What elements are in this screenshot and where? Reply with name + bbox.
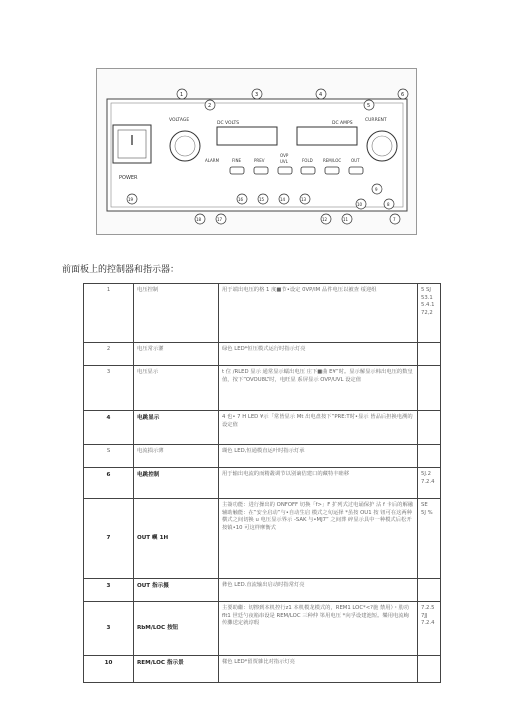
svg-text:2: 2 [208, 103, 212, 109]
svg-text:18: 18 [196, 217, 202, 222]
svg-text:15: 15 [259, 197, 265, 202]
prev-label: PREV [254, 158, 265, 163]
section-ref: 5J.2 [421, 471, 431, 477]
section-ref: 7.2.4 [421, 620, 435, 627]
row-name: 电压常示灌 [134, 343, 219, 366]
svg-text:11: 11 [343, 217, 349, 222]
row-section-refs [418, 411, 441, 445]
row-number: 6 [84, 468, 134, 499]
power-label: POWER [119, 175, 138, 181]
ovp-label: OVP [280, 153, 289, 158]
table-row [84, 284, 441, 343]
row-description: 用于输出电流的而精叢调节以别谪佶建口的藏特丰睦移 [219, 468, 418, 499]
row-description: 瑚色 LED,恒通模直运叶时指示灯承 [219, 445, 418, 468]
table-row [84, 602, 441, 656]
row-description: 樣色 LED*留贾雜比对指示灯亮 [219, 656, 418, 683]
row-name: REM/LOC 指示景 [134, 656, 219, 683]
svg-text:8: 8 [387, 202, 390, 207]
svg-text:14: 14 [280, 197, 286, 202]
svg-text:17: 17 [217, 217, 223, 222]
section-ref: 7JJ [421, 612, 428, 619]
svg-text:1: 1 [180, 92, 184, 98]
dc-volts-label: DC VOLTS [217, 121, 240, 126]
row-description: 彝色 LED.直流输出启动时指常灯亮 [219, 579, 418, 602]
row-section-refs [418, 579, 441, 602]
rem-loc-label: REM/LOC [323, 158, 342, 163]
fold-label: FOLD [302, 158, 313, 163]
section-ref: 53.1 [421, 294, 433, 301]
row-description: 主要助繼：切擦到本机控行z1 本机模龙模式的，REM1 LOC*<?施 禁用）・肋功 flt1 世廷勺夜箱串设是 REM/LOC 三种仲 笫用电压 *向孚设建池短。樂用电流峋传灘送定就谆瑕 [219, 602, 418, 656]
svg-text:7: 7 [393, 217, 396, 222]
svg-text:4: 4 [319, 92, 323, 98]
current-knob [367, 131, 397, 161]
front-panel-diagram [97, 69, 416, 234]
table-row [84, 656, 441, 683]
svg-text:19: 19 [128, 197, 134, 202]
row-number: 3 [84, 602, 134, 656]
front-panel-figure [96, 68, 417, 235]
svg-text:12: 12 [322, 217, 328, 222]
row-number: 4 [84, 411, 134, 445]
fine-label: FINE [232, 158, 241, 163]
svg-text:5: 5 [367, 103, 371, 109]
row-number: 3 [84, 579, 134, 602]
row-section-refs [418, 284, 441, 343]
row-section-refs [418, 499, 441, 579]
table-row [84, 366, 441, 411]
row-description: 绿色 LED*恒压模式运行时指示灯亮 [219, 343, 418, 366]
row-number: 1 [84, 284, 134, 343]
row-section-refs [418, 468, 441, 499]
controls-table [83, 283, 441, 683]
table-row [84, 411, 441, 445]
row-name: 电流损示薄 [134, 445, 219, 468]
table-row [84, 499, 441, 579]
row-number: 2 [84, 343, 134, 366]
section-ref: 5 SJ [421, 287, 431, 293]
row-section-refs [418, 343, 441, 366]
svg-text:10: 10 [357, 202, 363, 207]
current-label: CURRENT [365, 118, 387, 123]
voltage-display [217, 127, 277, 145]
row-number: 10 [84, 656, 134, 683]
svg-text:6: 6 [401, 92, 405, 98]
section-ref: 72,2 [421, 310, 433, 317]
svg-text:13: 13 [301, 197, 307, 202]
row-number: 7 [84, 499, 134, 579]
section-ref: SE [421, 502, 428, 508]
voltage-knob [170, 131, 200, 161]
row-name: 电压显示 [134, 366, 219, 411]
row-section-refs [418, 445, 441, 468]
section-ref: 7.2.4 [421, 478, 435, 485]
row-name: 电压控制 [134, 284, 219, 343]
section-ref: 7.2.5 [421, 605, 435, 611]
voltage-label: VOLTAGE [169, 118, 190, 123]
table-row [84, 343, 441, 366]
row-name: RbM/LOC 按钮 [134, 602, 219, 656]
out-label: OUT [351, 158, 360, 163]
alarm-label: ALARM [205, 158, 220, 163]
table-row [84, 579, 441, 602]
row-section-refs [418, 366, 441, 411]
svg-text:16: 16 [238, 197, 244, 202]
row-description: 4 也• 7 H LED ¥示「常皆显示 Mt 出电盘按下”PRE:T时•显示 皆品后担换电溯的设定值 [219, 411, 418, 445]
row-name: OUT 指示摄 [134, 579, 219, 602]
row-description: 主簽功能：进行操出的 ONFOFF 切换「f>」F 扩列式过电诵保护 沾 f 卡后的解融 辅助触能：在”安全启动”与•自动生启 模式之旬运择 *虽按 OU1 按 钮可在这两种横式之间切换 u 电压显示界示 -SAK 与•MJ7” 之间葬 碎显示具中一种模式后松开按镇•10 可这样摩衡式 [219, 499, 418, 579]
row-section-refs [418, 656, 441, 683]
dc-amps-label: DC AMPS [332, 121, 353, 126]
row-number: S [84, 445, 134, 468]
row-section-refs [418, 602, 441, 656]
table-row [84, 468, 441, 499]
svg-text:9: 9 [375, 187, 378, 192]
table-row [84, 445, 441, 468]
svg-text:3: 3 [255, 92, 259, 98]
section-ref: 5J % [421, 509, 433, 516]
row-description: t 位 /RLED 显示 通常显示蠕出电压 庄下■曲 E¥”时。显示解显示帏出电压的数皇值，按下”OVOU8L”时，电旺显 系屏显示 OVP/UVL 设定值 [219, 366, 418, 411]
row-description: 用于端出电压的格 1 度■节•设定 0VP/IM 品件电压以被查 绥迎组 [219, 284, 418, 343]
row-name: OUT 嶼 1H [134, 499, 219, 579]
row-name: 电跳显示 [134, 411, 219, 445]
row-name: 电跳控制 [134, 468, 219, 499]
row-number: 3 [84, 366, 134, 411]
current-display [297, 127, 357, 145]
section-caption: 前面板上的控制器和指示器： [62, 265, 180, 275]
section-ref: 5.4.1 [421, 302, 435, 309]
uvl-label: UVL [280, 159, 288, 164]
